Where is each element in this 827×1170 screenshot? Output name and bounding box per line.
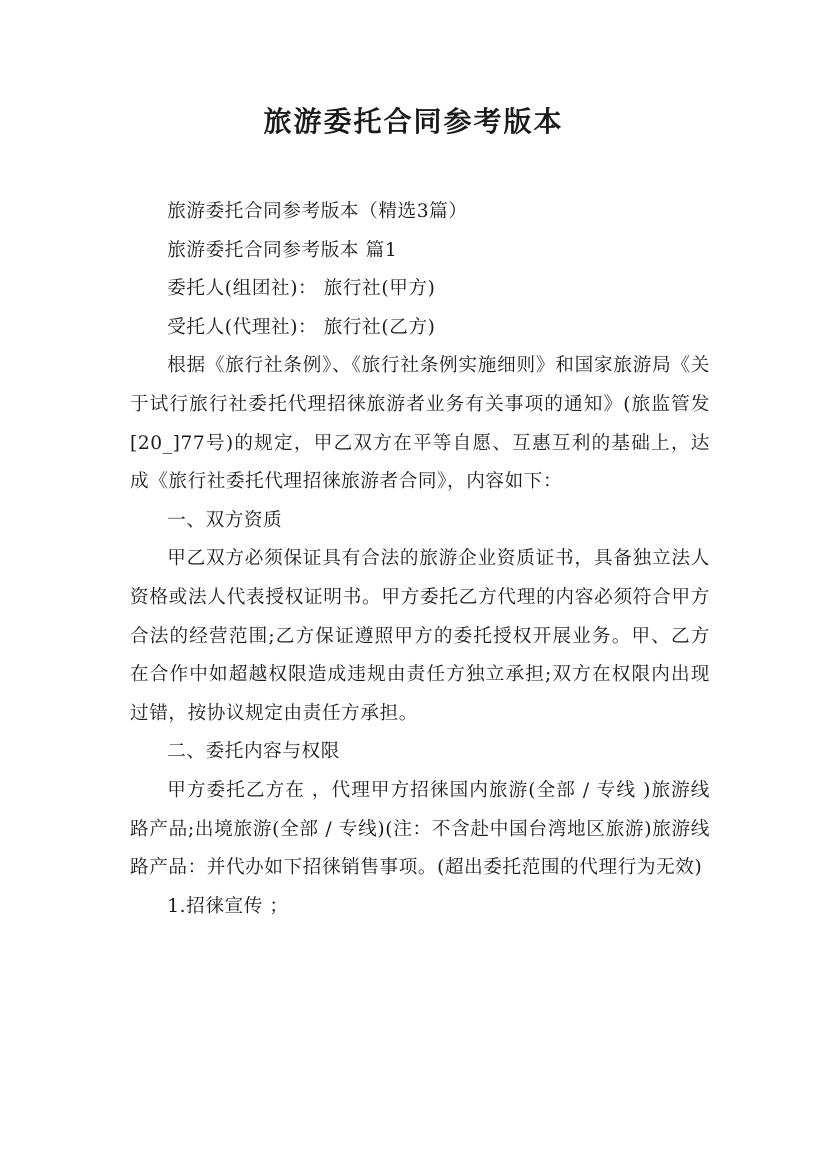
paragraph-item-1: 1.招徕宣传 ； [167,895,289,917]
document-body [130,193,710,926]
paragraph-agent: 受托人(代理社)： 旅行社(乙方) [167,316,436,338]
paragraph-subtitle: 旅游委托合同参考版本（精选3篇） [167,201,468,222]
paragraph-scope: 甲方委托乙方在 ，代理甲方招徕国内旅游(全部 / 专线 )旅游线路产品;出境旅游(全部 / 专线)(注：不含赴中国台湾地区旅游)旅游线路产品：并代办如下招徕销售事项。(超出委托范围的代理行为无效) [130,779,710,879]
paragraph-principal: 委托人(组团社)： 旅行社(甲方) [167,278,436,300]
paragraph-heading-qualifications: 一、双方资质 [167,509,283,531]
paragraph-heading-scope: 二、委托内容与权限 [167,741,340,763]
paragraph-section-heading: 旅游委托合同参考版本 篇1 [167,239,398,261]
document-title: 旅游委托合同参考版本 [263,105,564,138]
paragraph-preamble: 根据《旅行社条例》、《旅行社条例实施细则》和国家旅游局《关于试行旅行社委托代理招徕旅游者业务有关事项的通知》(旅监管发[20_]77号)的规定，甲乙双方在平等自愿、互惠互利的基础上，达成《旅行社委托代理招徕旅游者合同》，内容如下： [130,355,710,493]
paragraph-qualifications: 甲乙双方必须保证具有合法的旅游企业资质证书，具备独立法人资格或法人代表授权证明书。甲方委托乙方代理的内容必须符合甲方合法的经营范围;乙方保证遵照甲方的委托授权开展业务。甲、乙方在合作中如超越权限造成违规由责任方独立承担;双方在权限内出现过错，按协议规定由责任方承担。 [130,548,710,724]
